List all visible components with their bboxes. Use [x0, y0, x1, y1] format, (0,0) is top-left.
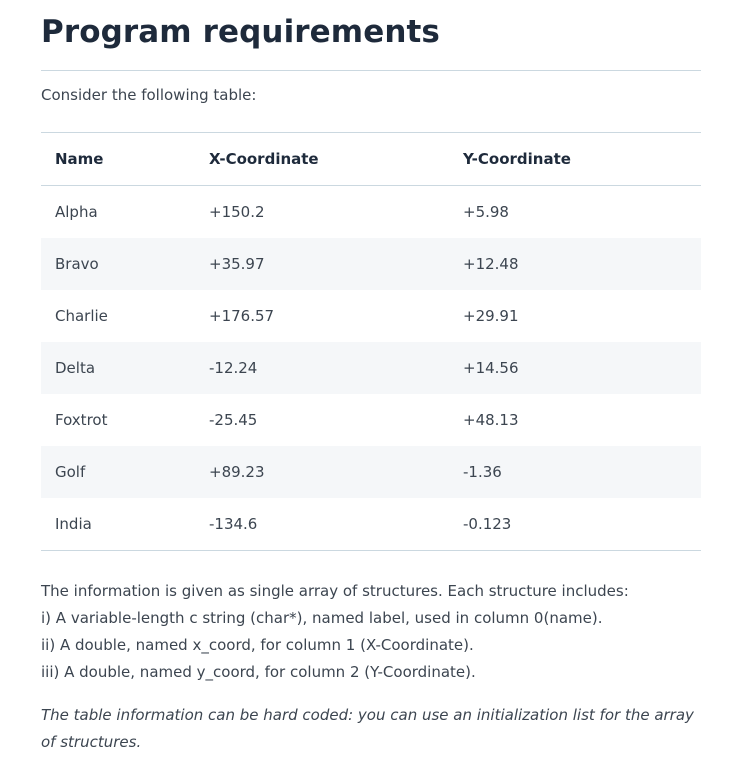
cell-x-coordinate: -25.45: [209, 411, 258, 429]
intro-text: Consider the following table:: [41, 86, 257, 104]
title-divider: [41, 70, 701, 71]
table-row: [41, 238, 701, 290]
cell-x-coordinate: +35.97: [195, 238, 449, 290]
cell-y-coordinate: -0.123: [463, 515, 512, 533]
description-line: ii) A double, named x_coord, for column 1 (X-Coordinate).: [41, 636, 474, 654]
cell-y-coordinate: -1.36: [449, 446, 701, 498]
page-title: Program requirements: [41, 14, 440, 50]
cell-name: Bravo: [41, 238, 195, 290]
description-line: i) A variable-length c string (char*), named label, used in column 0(name).: [41, 609, 603, 627]
cell-name: India: [55, 515, 92, 533]
table-row: [41, 290, 701, 342]
coordinates-table: [41, 132, 701, 551]
table-row: [41, 446, 701, 498]
header-name: Name: [55, 150, 104, 168]
cell-name: Golf: [41, 446, 195, 498]
cell-name: Alpha: [55, 203, 98, 221]
header-y-coordinate: Y-Coordinate: [463, 150, 571, 168]
table-header-row: [41, 133, 701, 186]
cell-name: Charlie: [55, 307, 108, 325]
cell-name: Foxtrot: [55, 411, 108, 429]
table-row: [41, 342, 701, 394]
cell-x-coordinate: +150.2: [209, 203, 265, 221]
cell-x-coordinate: +176.57: [209, 307, 275, 325]
cell-y-coordinate: +48.13: [463, 411, 519, 429]
table-row: [41, 394, 701, 446]
cell-y-coordinate: +5.98: [463, 203, 509, 221]
italic-note: The table information can be hard coded: you can use an initialization list for the array of structures.: [41, 706, 694, 751]
description-block: [41, 578, 701, 686]
cell-y-coordinate: +29.91: [463, 307, 519, 325]
cell-name: Delta: [41, 342, 195, 394]
table-row: [41, 186, 701, 239]
cell-x-coordinate: -134.6: [209, 515, 258, 533]
description-line: iii) A double, named y_coord, for column 2 (Y-Coordinate).: [41, 663, 476, 681]
table-row: [41, 498, 701, 551]
header-x-coordinate: X-Coordinate: [209, 150, 319, 168]
cell-x-coordinate: +89.23: [195, 446, 449, 498]
cell-x-coordinate: -12.24: [195, 342, 449, 394]
description-line: The information is given as single array of structures. Each structure includes:: [41, 582, 629, 600]
cell-y-coordinate: +12.48: [449, 238, 701, 290]
cell-y-coordinate: +14.56: [449, 342, 701, 394]
